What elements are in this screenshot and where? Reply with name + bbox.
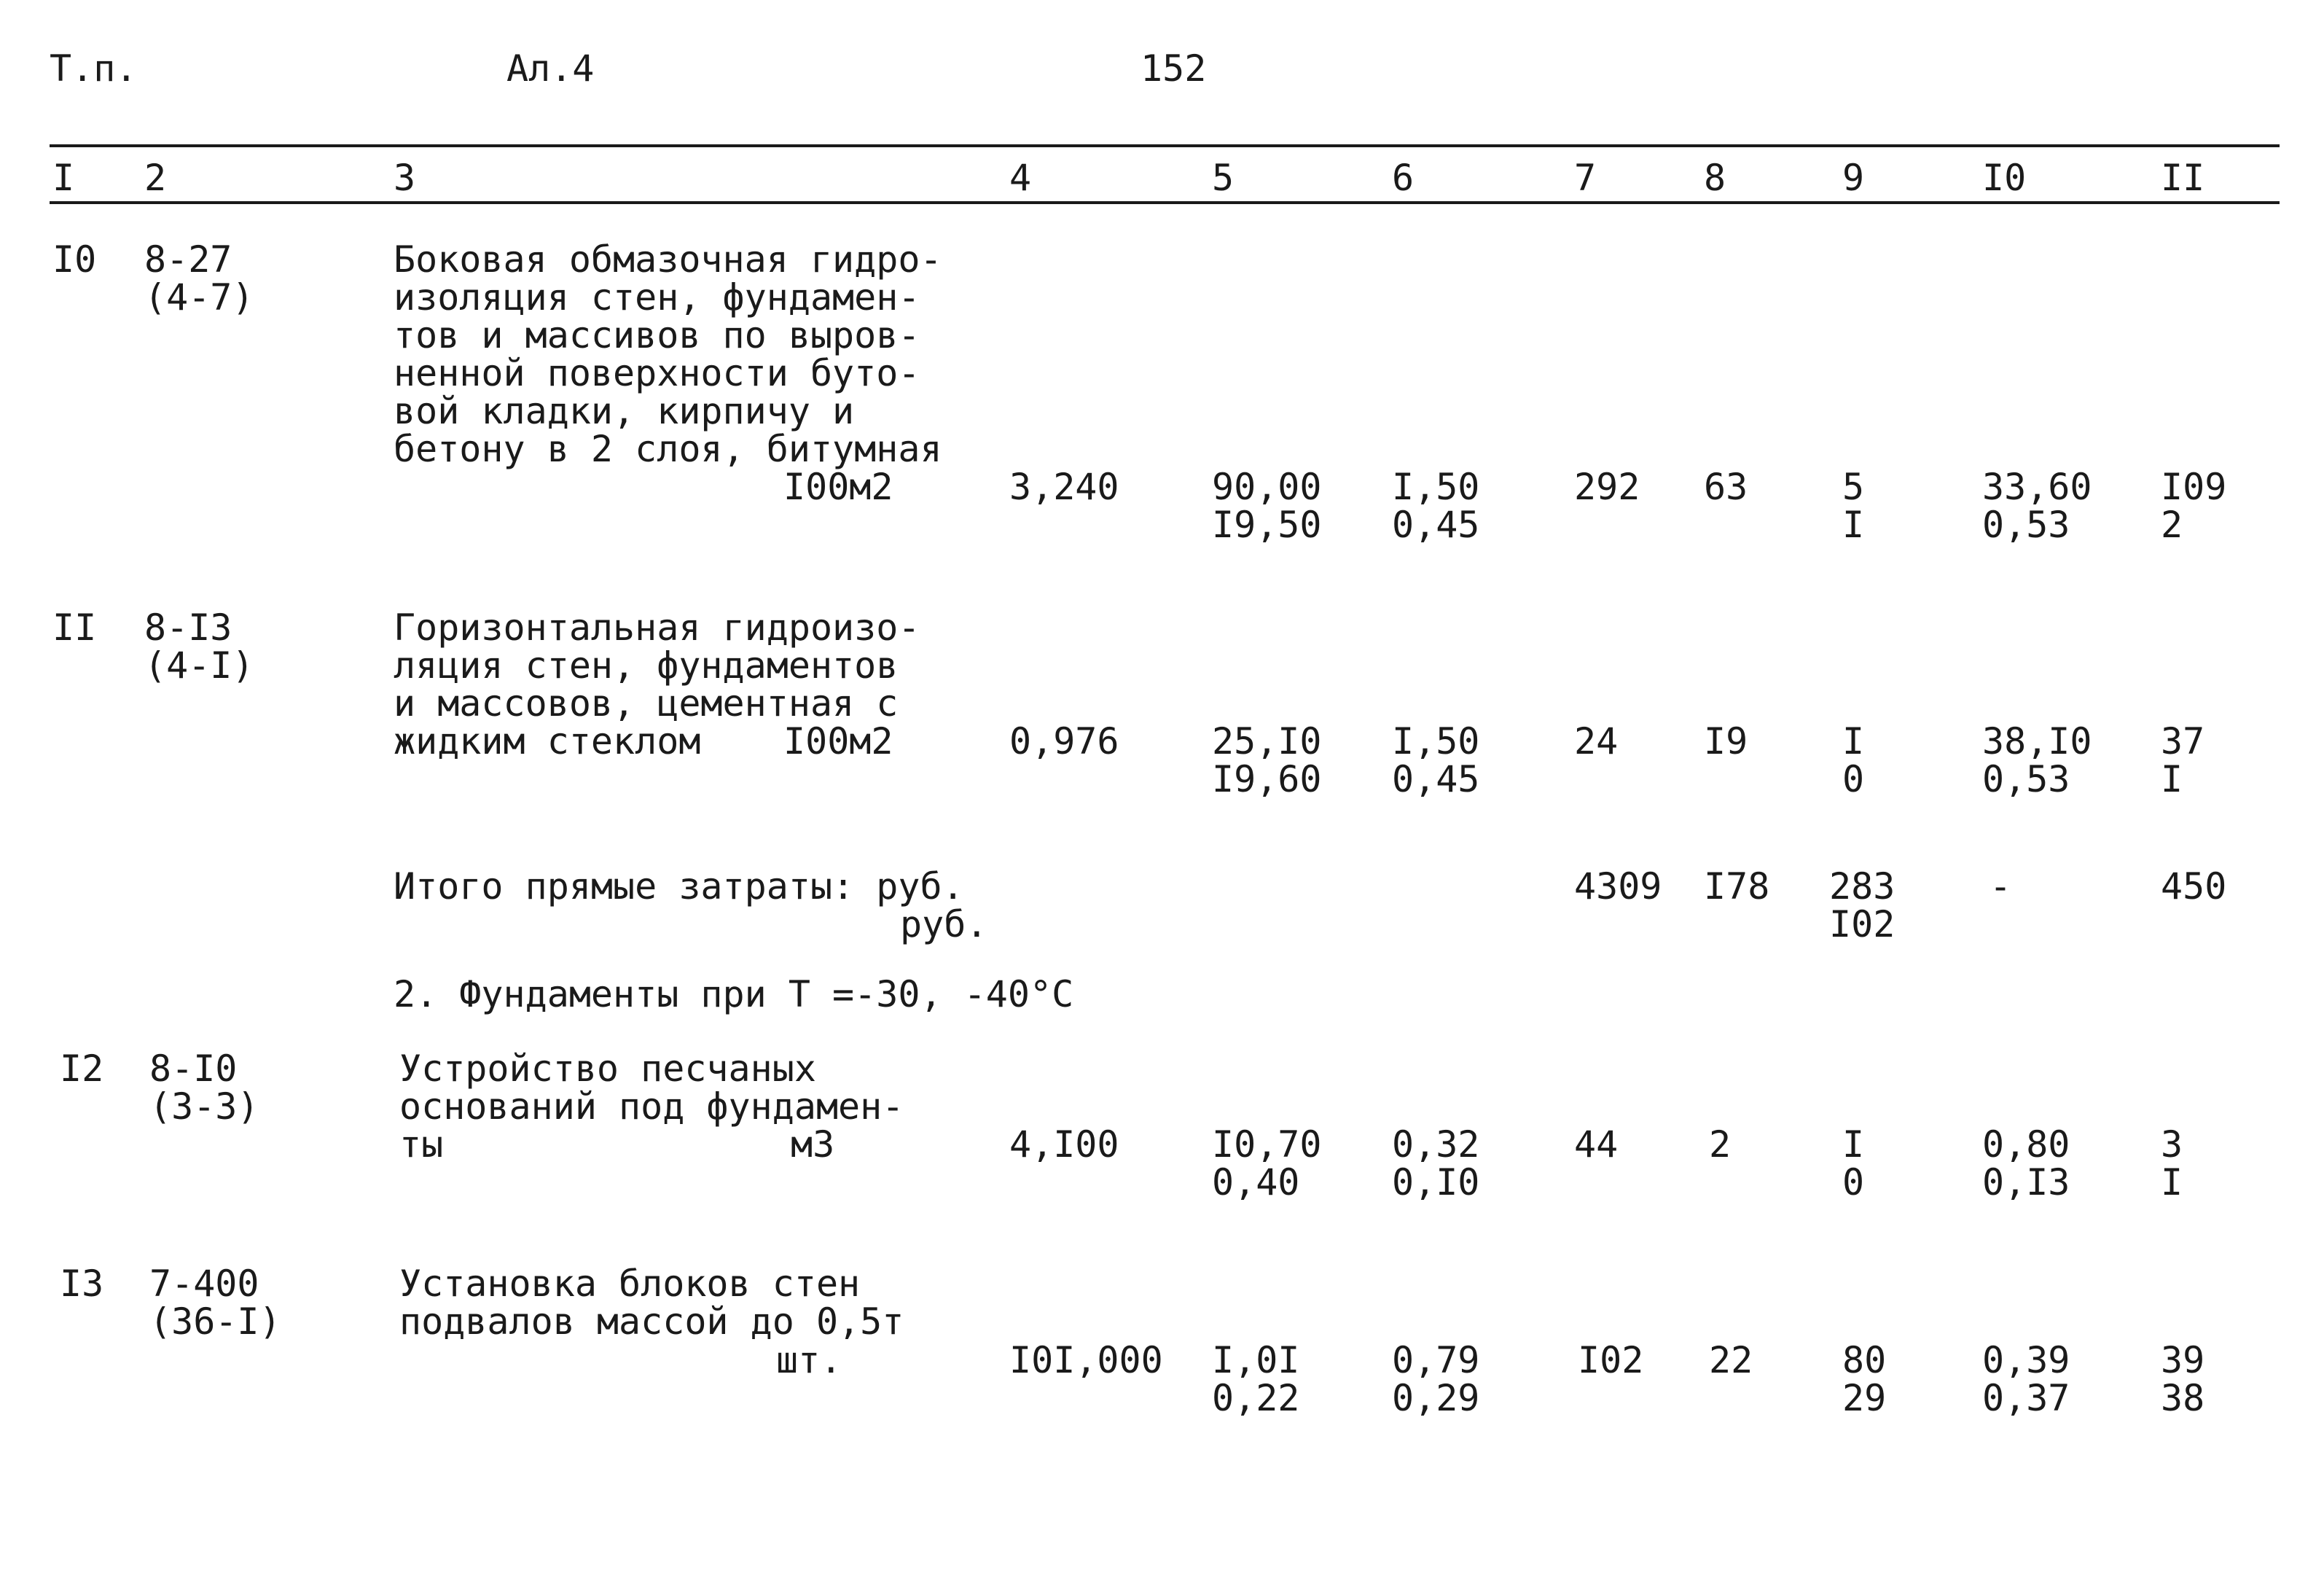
col-number: 8 [1704, 157, 1726, 199]
norm-code: 8-27 (4-7) [144, 238, 254, 319]
col-number: 6 [1392, 157, 1415, 199]
col-number: 3 [394, 157, 416, 199]
work-description: Устройство песчаных оснований под фундамен- ты [399, 1047, 904, 1166]
total-unit: руб. [900, 903, 988, 945]
cost-col11: 3 I [2161, 1123, 2183, 1203]
cost-col8: 63 [1704, 466, 1748, 508]
quantity: 0,976 [1009, 720, 1119, 762]
cost-col5: 25,I0 I9,60 [1212, 720, 1322, 800]
cost-col6: I,50 0,45 [1392, 466, 1480, 546]
cost-col6: I,50 0,45 [1392, 720, 1480, 800]
col-number: 2 [144, 157, 167, 199]
doc-code: Т.п. [50, 47, 138, 90]
col-number: II [2161, 157, 2205, 199]
header-bottom-rule [50, 201, 2280, 204]
quantity: 4,I00 [1009, 1123, 1119, 1166]
cost-col10: 0,80 0,I3 [1982, 1123, 2070, 1203]
norm-code: 7-400 (36-I) [149, 1263, 281, 1343]
cost-col10: 33,60 0,53 [1982, 466, 2092, 546]
album-number: Ал.4 [506, 47, 595, 90]
work-description: Установка блоков стен подвалов массой до 0,5т [399, 1263, 904, 1343]
norm-code: 8-I0 (3-3) [149, 1047, 259, 1128]
work-description: Горизонтальная гидроизо- ляция стен, фундаментов и массовов, цементная с жидким стеклом [394, 606, 920, 762]
cost-col6: 0,79 0,29 [1392, 1339, 1480, 1419]
cost-col8: I9 [1704, 720, 1748, 762]
total-col10: - [1990, 865, 2012, 908]
work-description: Боковая обмазочная гидро- изоляция стен, фундамен- тов и массивов по выров- ненной поверхности буто- вой кладки, кирпичу и бетону в 2 слоя, битумная [394, 238, 942, 470]
total-col7: 4309 [1574, 865, 1662, 908]
row-number: I3 [60, 1263, 104, 1305]
col-number: I0 [1982, 157, 2027, 199]
cost-col5: 90,00 I9,50 [1212, 466, 1322, 546]
norm-code: 8-I3 (4-I) [144, 606, 254, 687]
page-number: 152 [1141, 47, 1207, 90]
col-number: 4 [1009, 157, 1032, 199]
cost-col9: 80 29 [1842, 1339, 1887, 1419]
cost-col10: 0,39 0,37 [1982, 1339, 2070, 1419]
cost-col7: 292 [1574, 466, 1640, 508]
cost-col10: 38,I0 0,53 [1982, 720, 2092, 800]
unit: I00м2 [783, 720, 893, 762]
row-number: I0 [52, 238, 97, 281]
total-col11: 450 [2161, 865, 2227, 908]
section-heading: 2. Фундаменты при Т =-30, -40°С [394, 973, 1074, 1015]
row-number: II [52, 606, 97, 649]
col-number: I [52, 157, 75, 199]
col-number: 5 [1212, 157, 1235, 199]
total-label: Итого прямые затраты: руб. [394, 865, 964, 908]
cost-col11: 37 I [2161, 720, 2205, 800]
cost-col11: 39 38 [2161, 1339, 2205, 1419]
cost-col9: I 0 [1842, 720, 1865, 800]
cost-col8: 22 [1709, 1339, 1753, 1381]
unit: м3 [791, 1123, 835, 1166]
total-col9: 283 I02 [1829, 865, 1895, 945]
cost-col11: I09 2 [2161, 466, 2227, 546]
cost-col9: 5 I [1842, 466, 1865, 546]
col-number: 9 [1842, 157, 1865, 199]
cost-col7: I02 [1578, 1339, 1644, 1381]
total-col8: I78 [1704, 865, 1770, 908]
cost-col7: 44 [1574, 1123, 1619, 1166]
cost-col6: 0,32 0,I0 [1392, 1123, 1480, 1203]
row-number: I2 [60, 1047, 104, 1090]
quantity: I0I,000 [1009, 1339, 1163, 1381]
col-number: 7 [1574, 157, 1597, 199]
cost-col5: I,0I 0,22 [1212, 1339, 1300, 1419]
cost-col8: 2 [1709, 1123, 1732, 1166]
table-top-rule [50, 144, 2280, 147]
unit: шт. [776, 1339, 842, 1381]
cost-col5: I0,70 0,40 [1212, 1123, 1322, 1203]
quantity: 3,240 [1009, 466, 1119, 508]
cost-col7: 24 [1574, 720, 1619, 762]
unit: I00м2 [783, 466, 893, 508]
cost-col9: I 0 [1842, 1123, 1865, 1203]
